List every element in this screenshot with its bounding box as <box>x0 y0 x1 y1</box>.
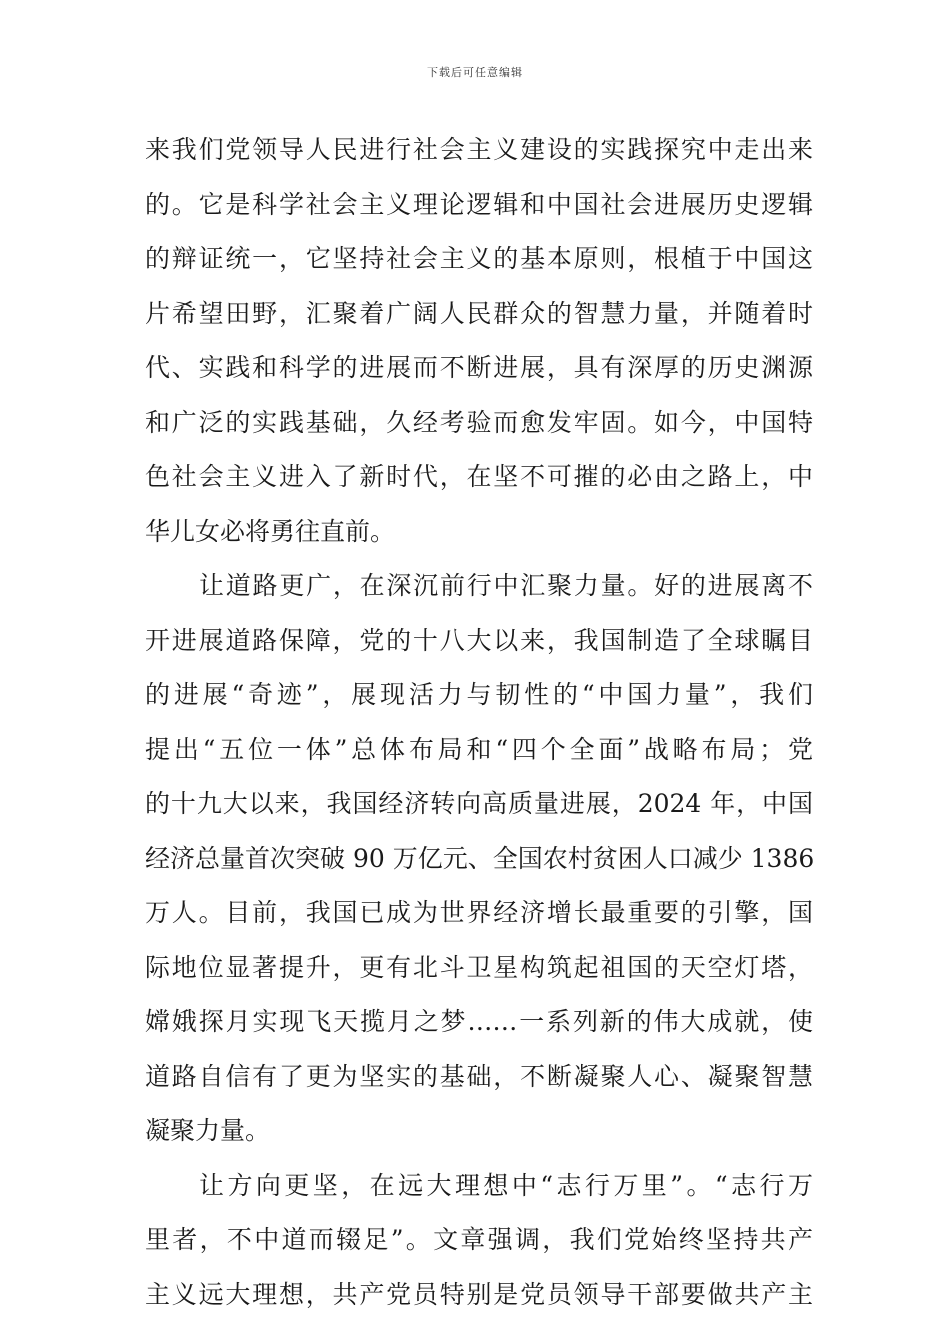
text-line: 嫦娥探月实现飞天揽月之梦……一系列新的伟大成就，使 <box>145 1007 813 1036</box>
text-line: 的进展“奇迹”，展现活力与韧性的“中国力量”，我们 <box>145 680 813 709</box>
paragraph-2 <box>145 559 813 1159</box>
text-line: 让方向更坚，在远大理想中“志行万里”。“志行万 <box>199 1170 813 1200</box>
paragraph-1 <box>145 123 813 559</box>
page-header: 下载后可任意编辑 <box>427 66 523 79</box>
text-line: 来我们党领导人民进行社会主义建设的实践探究中走出来 <box>145 135 813 164</box>
text-line: 的辩证统一，它坚持社会主义的基本原则，根植于中国这 <box>145 244 813 273</box>
text-line: 经济总量首次突破 90 万亿元、全国农村贫困人口减少 1386 <box>145 843 815 873</box>
text-line: 代、实践和科学的进展而不断进展，具有深厚的历史渊源 <box>145 353 813 382</box>
text-line: 际地位显著提升，更有北斗卫星构筑起祖国的天空灯塔， <box>145 952 813 982</box>
text-line: 片希望田野，汇聚着广阔人民群众的智慧力量，并随着时 <box>145 298 813 328</box>
text-line: 提出“五位一体”总体布局和“四个全面”战略布局；党 <box>145 734 813 764</box>
text-line: 和广泛的实践基础，久经考验而愈发牢固。如今，中国特 <box>145 407 813 437</box>
text-line: 华儿女必将勇往直前。 <box>145 516 396 546</box>
text-line: 里者，不中道而辍足”。文章强调，我们党始终坚持共产 <box>145 1225 813 1254</box>
text-line: 让道路更广，在深沉前行中汇聚力量。好的进展离不 <box>199 571 813 600</box>
text-line: 凝聚力量。 <box>145 1116 271 1145</box>
text-line: 万人。目前，我国已成为世界经济增长最重要的引擎，国 <box>145 898 813 927</box>
document-body <box>145 123 813 1322</box>
text-line: 道路自信有了更为坚实的基础，不断凝聚人心、凝聚智慧 <box>145 1061 813 1091</box>
text-line: 主义远大理想，共产党员特别是党员领导干部要做共产主 <box>145 1279 813 1309</box>
text-line: 的十九大以来，我国经济转向高质量进展，2024 年，中国 <box>145 789 813 818</box>
text-line: 开进展道路保障，党的十八大以来，我国制造了全球瞩目 <box>145 625 813 655</box>
text-line: 的。它是科学社会主义理论逻辑和中国社会进展历史逻辑 <box>145 189 813 219</box>
paragraph-3 <box>145 1159 813 1323</box>
text-line: 色社会主义进入了新时代，在坚不可摧的必由之路上，中 <box>145 462 813 491</box>
